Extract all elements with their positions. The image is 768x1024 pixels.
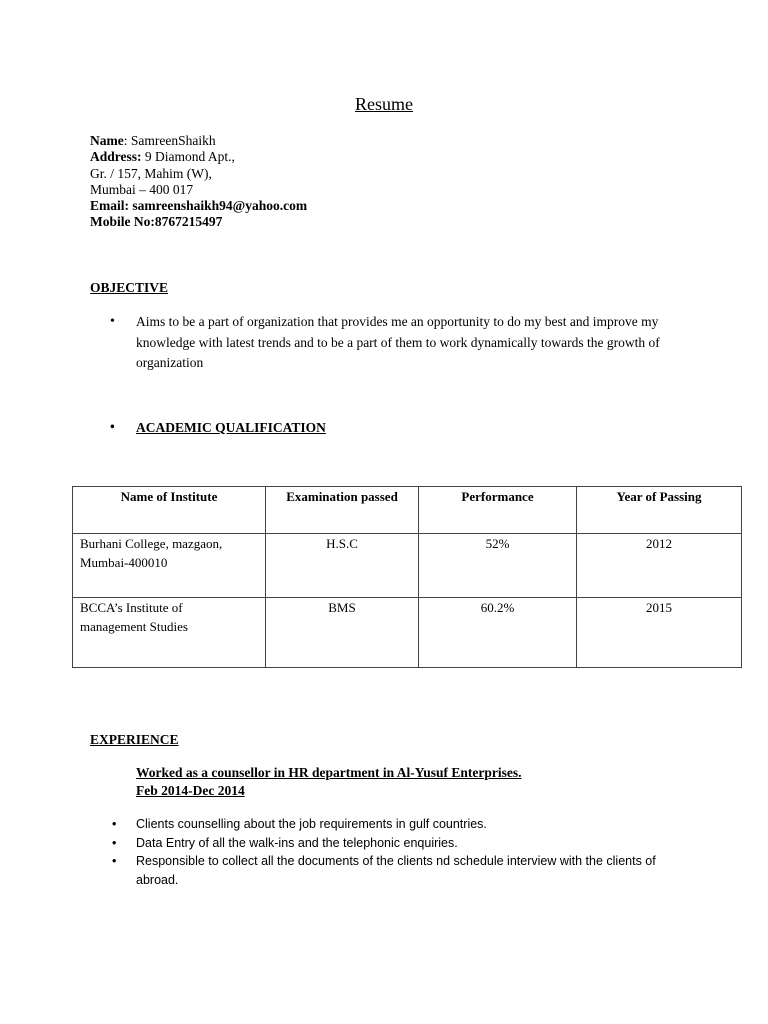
institute-cell [73, 534, 266, 598]
bullet-icon: • [112, 835, 117, 850]
exam-cell: H.S.C [266, 534, 419, 598]
list-item [112, 815, 672, 834]
list-item [112, 834, 672, 853]
job-title: Worked as a counsellor in HR department in Al-Yusuf Enterprises. [136, 765, 522, 780]
experience-heading: EXPERIENCE [90, 732, 179, 747]
year-cell: 2012 [577, 534, 742, 598]
address-label: Address: [90, 149, 142, 165]
bullet-icon: • [112, 817, 117, 831]
academic-heading: ACADEMIC QUALIFICATION [136, 420, 326, 435]
mobile-text: Mobile No:8767215497 [90, 214, 223, 230]
institute-line: BCCA’s Institute of [80, 600, 183, 615]
institute-line: Burhani College, mazgaon, [80, 536, 223, 551]
table-header-row [73, 487, 742, 534]
objective-text: Aims to be a part of organization that provides me an opportunity to do my best and improve my knowledge with latest trends and to be a part of them to work dynamically towards the growth of organization [136, 314, 660, 371]
bullet-icon: • [112, 854, 117, 868]
mobile-line [90, 214, 307, 230]
job-title-block [136, 764, 522, 800]
table-row [73, 598, 742, 668]
address-line-3: Mumbai – 400 017 [90, 181, 194, 197]
job-period: Feb 2014-Dec 2014 [136, 783, 245, 798]
page-title: Resume [355, 94, 413, 114]
exam-cell: BMS [266, 598, 419, 668]
bullet-icon: • [110, 314, 115, 329]
academic-heading-row [110, 419, 326, 437]
experience-item-text: Responsible to collect all the documents of the clients nd schedule interview with the clients of abroad. [136, 854, 656, 887]
institute-line: Mumbai-400010 [80, 555, 168, 570]
name-value: : SamreenShaikh [123, 133, 216, 148]
qualification-table [72, 486, 742, 668]
experience-list [112, 815, 672, 889]
institute-cell [73, 598, 266, 668]
column-header-institute: Name of Institute [73, 487, 266, 534]
objective-heading: OBJECTIVE [90, 280, 169, 295]
column-header-performance: Performance [419, 487, 577, 534]
column-header-year: Year of Passing [577, 487, 742, 534]
address-line-1 [90, 149, 307, 165]
table-row [73, 534, 742, 598]
email-line [90, 198, 307, 214]
year-cell: 2015 [577, 598, 742, 668]
name-line [90, 133, 307, 149]
performance-cell: 60.2% [419, 598, 577, 668]
address-line-2: Gr. / 157, Mahim (W), [90, 165, 212, 181]
bullet-icon: • [110, 419, 115, 434]
list-item [112, 852, 672, 889]
experience-item-text: Data Entry of all the walk-ins and the telephonic enquiries. [136, 835, 458, 850]
column-header-exam: Examination passed [266, 487, 419, 534]
address-value: 9 Diamond Apt., [141, 149, 235, 165]
contact-block [90, 133, 307, 231]
email-text: Email: samreenshaikh94@yahoo.com [90, 198, 308, 214]
objective-list [110, 312, 670, 374]
name-label: Name [90, 133, 124, 148]
performance-cell: 52% [419, 534, 577, 598]
experience-item-text: Clients counselling about the job requirements in gulf countries. [136, 817, 487, 831]
institute-line: management Studies [80, 619, 188, 634]
